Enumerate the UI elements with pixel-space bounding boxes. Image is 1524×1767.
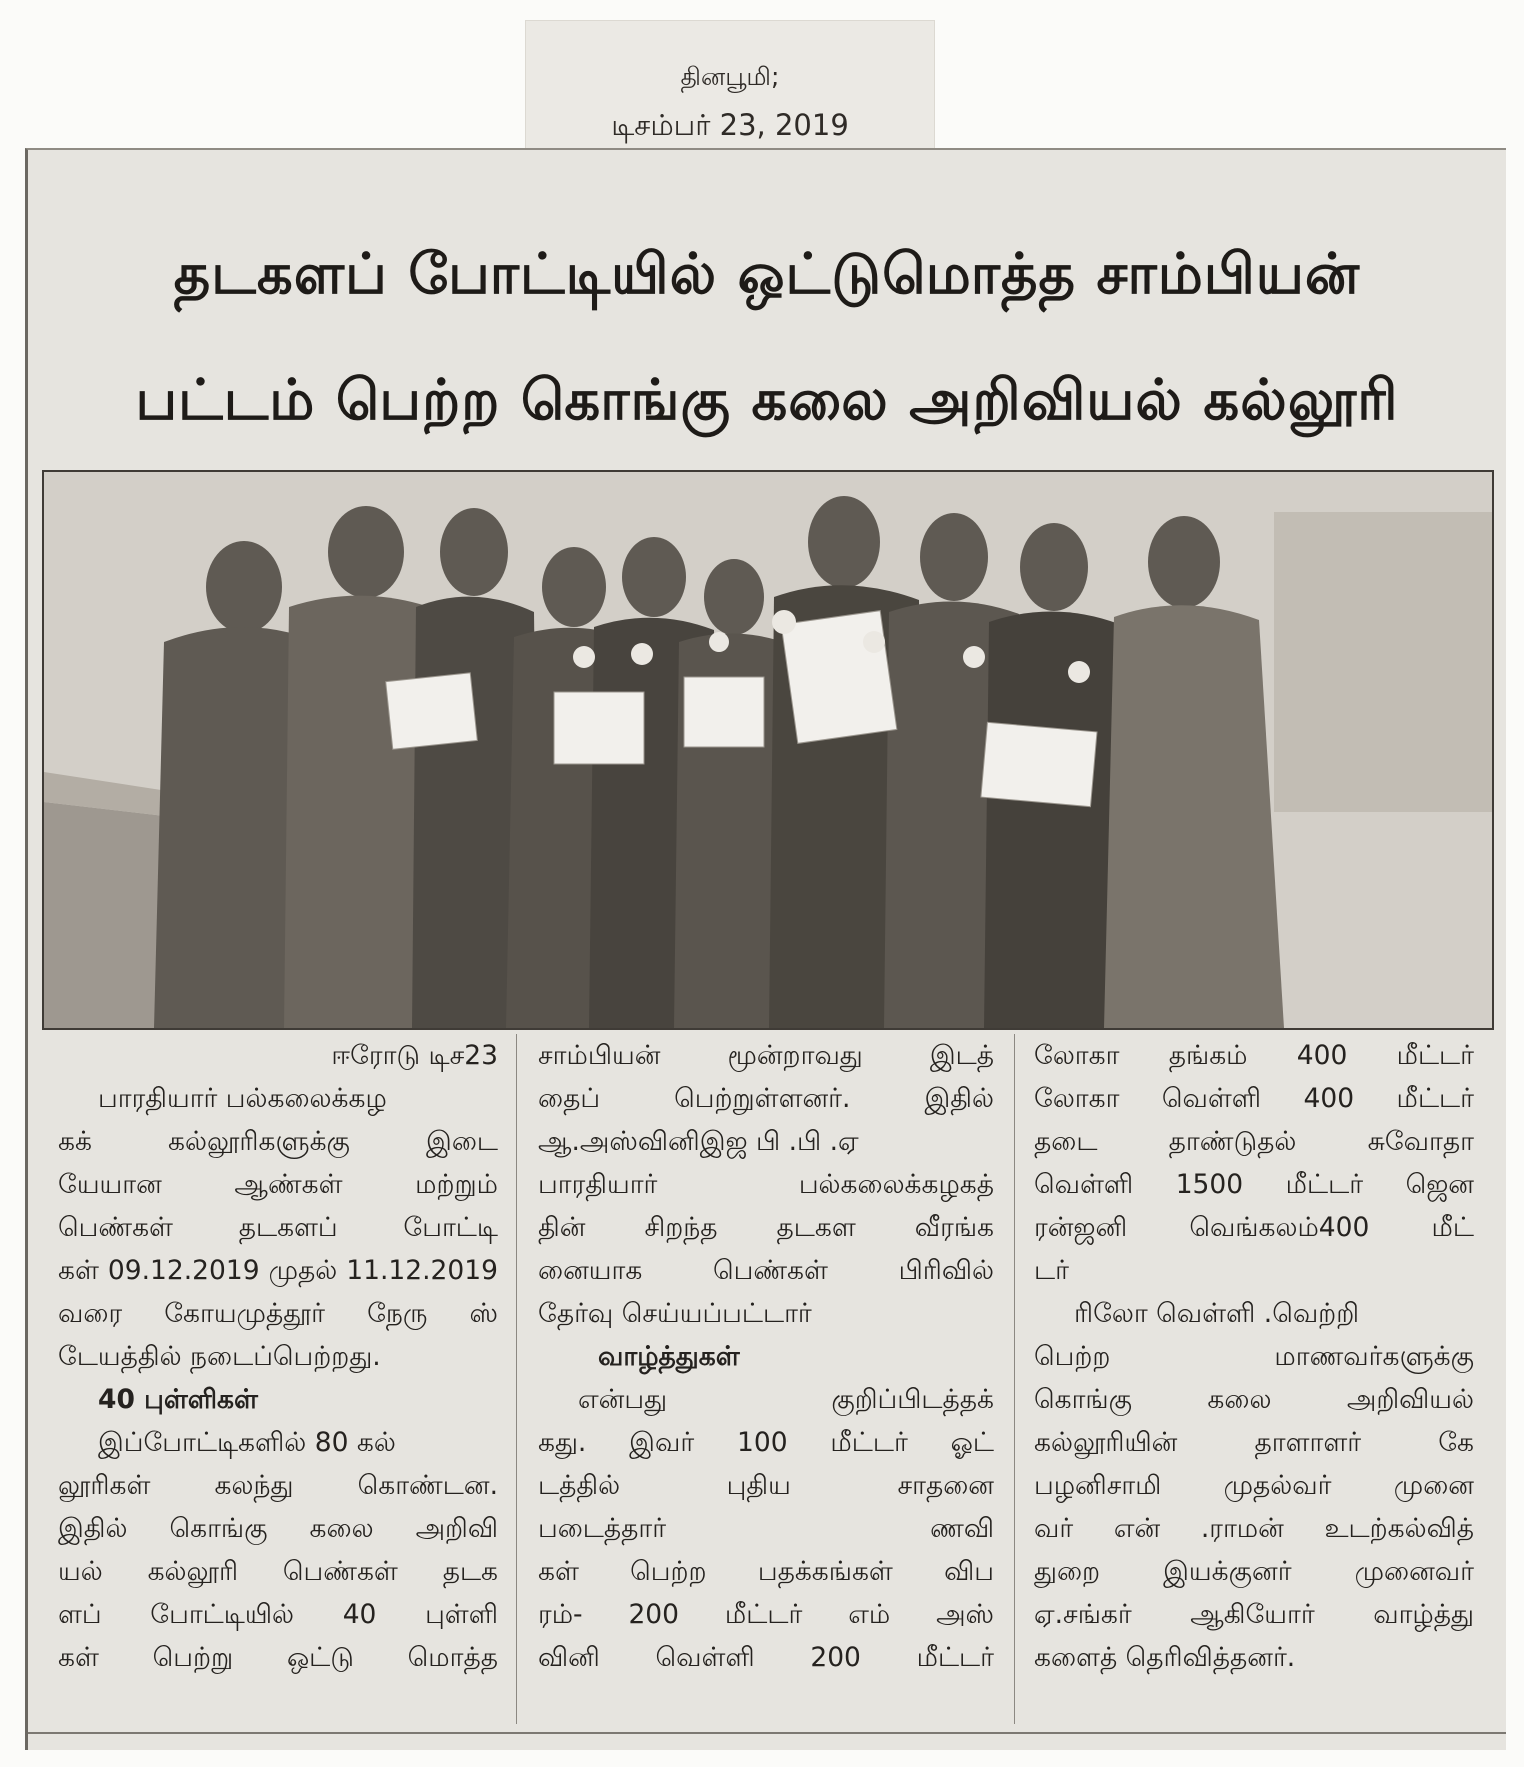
article-line: டேயத்தில் நடைப்பெற்றது.	[58, 1341, 381, 1372]
article-line: ளப் போட்டியில் 40 புள்ளி	[58, 1599, 498, 1630]
article-line: பெற்ற மாணவர்களுக்கு	[1034, 1341, 1474, 1372]
article-line: கக் கல்லூரிகளுக்கு இடை	[58, 1126, 498, 1157]
article-line: கள் 09.12.2019 முதல் 11.12.2019	[58, 1255, 498, 1286]
article-line: தேர்வு செய்யப்பட்டார்	[538, 1298, 812, 1329]
article-line: என்பது குறிப்பிடத்தக்	[578, 1384, 994, 1415]
article-line: லோகா தங்கம் 400 மீட்டர்	[1034, 1040, 1474, 1071]
article-line: கது. இவர் 100 மீட்டர் ஓட்	[538, 1427, 994, 1458]
article-line: யல் கல்லூரி பெண்கள் தடக	[58, 1556, 498, 1587]
group-photo-illustration	[44, 472, 1492, 1028]
article-line: துறை இயக்குனர் முனைவர்	[1034, 1556, 1474, 1587]
article-line: ரன்ஜனி வெங்கலம்400 மீட்	[1034, 1212, 1474, 1243]
article-line: லோகா வெள்ளி 400 மீட்டர்	[1034, 1083, 1474, 1114]
article-line: தின் சிறந்த தடகள வீரங்க	[538, 1212, 994, 1243]
article-line: ரம்- 200 மீட்டர் எம் அஸ்	[538, 1599, 994, 1630]
article-line: கள் பெற்று ஒட்டு மொத்த	[58, 1642, 498, 1673]
article-line: வினி வெள்ளி 200 மீட்டர்	[538, 1642, 994, 1673]
article-line: தைப் பெற்றுள்ளனர். இதில்	[538, 1083, 994, 1114]
article-line: கள் பெற்ற பதக்கங்கள் விப	[538, 1556, 994, 1587]
newspaper-name: தினபூமி;	[680, 62, 780, 91]
news-clipping	[25, 148, 1506, 1750]
article-line: களைத் தெரிவித்தனர்.	[1034, 1642, 1296, 1673]
article-line: பாரதியார் பல்கலைக்கழ	[98, 1083, 387, 1114]
article-line: கொங்கு கலை அறிவியல்	[1034, 1384, 1474, 1415]
group-photo	[42, 470, 1494, 1030]
article-line: பாரதியார் பல்கலைக்கழகத்	[538, 1169, 994, 1200]
article-line: னையாக பெண்கள் பிரிவில்	[538, 1255, 994, 1286]
article-line: வர் என் .ராமன் உடற்கல்வித்	[1034, 1513, 1474, 1544]
article-line: பெண்கள் தடகளப் போட்டி	[58, 1212, 498, 1243]
article-column-3	[1034, 1034, 1474, 1679]
article-column-2	[538, 1034, 994, 1679]
article-line: படைத்தார் ணவி	[538, 1513, 994, 1544]
article-line: இதில் கொங்கு கலை அறிவி	[58, 1513, 498, 1544]
article-line: கல்லூரியின் தாளாளர் கே	[1034, 1427, 1474, 1458]
article-line: ஆ.அஸ்வினிஇஜ பி .பி .ஏ	[538, 1126, 859, 1157]
article-subheading: வாழ்த்துகள்	[598, 1341, 740, 1372]
article-line: டத்தில் புதிய சாதனை	[538, 1470, 994, 1501]
article-line: டர்	[1034, 1255, 1069, 1286]
article-line: சாம்பியன் மூன்றாவது இடத்	[538, 1040, 994, 1071]
article-subheading: 40 புள்ளிகள்	[98, 1384, 258, 1415]
article-line: ஏ.சங்கர் ஆகியோர் வாழ்த்து	[1034, 1599, 1474, 1630]
publication-date: டிசம்பர் 23, 2019	[611, 108, 849, 142]
article-line: பழனிசாமி முதல்வர் முனை	[1034, 1470, 1474, 1501]
article-line: வரை கோயமுத்தூர் நேரு ஸ்	[58, 1298, 498, 1329]
dateline-slip	[525, 20, 935, 150]
article-dateline: ஈரோடு டிச23	[331, 1040, 498, 1071]
article-line: இப்போட்டிகளில் 80 கல்	[98, 1427, 396, 1458]
article-line: லூரிகள் கலந்து கொண்டன.	[58, 1470, 498, 1501]
headline-line-2: பட்டம் பெற்ற கொங்கு கலை அறிவியல் கல்லூரி	[135, 368, 1399, 433]
article-column-1	[58, 1034, 498, 1679]
article-line: வெள்ளி 1500 மீட்டர் ஜென	[1034, 1169, 1474, 1200]
bottom-rule	[28, 1732, 1506, 1734]
column-rule-1	[516, 1034, 517, 1724]
article-line: தடை தாண்டுதல் சுவோதா	[1034, 1126, 1474, 1157]
article-line: ரிலோ வெள்ளி .வெற்றி	[1074, 1298, 1360, 1329]
headline-line-1: தடகளப் போட்டியில் ஒட்டுமொத்த சாம்பியன்	[173, 242, 1361, 307]
column-rule-2	[1014, 1034, 1015, 1724]
article-line: யேயான ஆண்கள் மற்றும்	[58, 1169, 498, 1200]
